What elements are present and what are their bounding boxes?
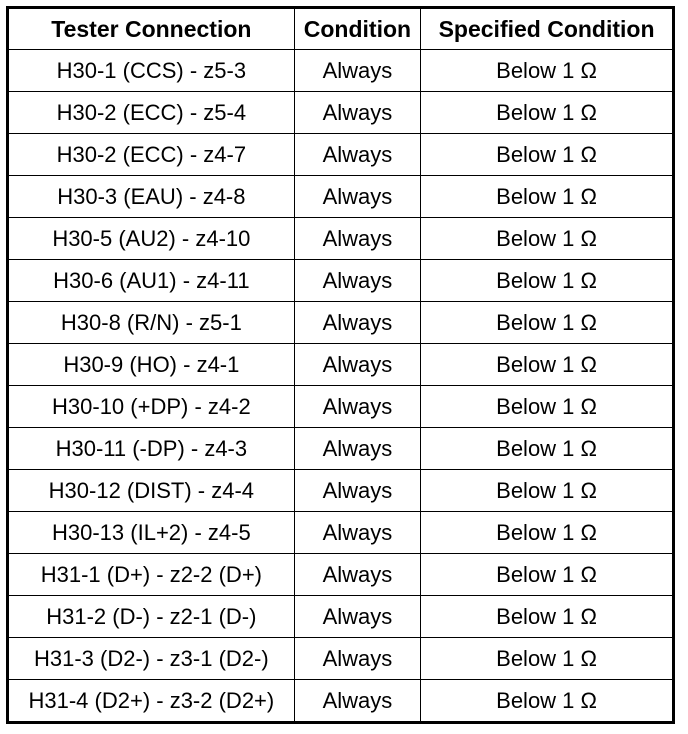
condition-cell: Always bbox=[294, 260, 420, 302]
condition-cell: Always bbox=[294, 302, 420, 344]
table-row bbox=[8, 218, 674, 260]
table-row bbox=[8, 680, 674, 723]
tester-connection-cell: H30-5 (AU2) - z4-10 bbox=[8, 218, 295, 260]
specified-condition-cell: Below 1 Ω bbox=[421, 596, 674, 638]
header-specified-condition: Specified Condition bbox=[421, 8, 674, 50]
condition-cell: Always bbox=[294, 680, 420, 723]
tester-connection-cell: H31-1 (D+) - z2-2 (D+) bbox=[8, 554, 295, 596]
specified-condition-cell: Below 1 Ω bbox=[421, 470, 674, 512]
specified-condition-cell: Below 1 Ω bbox=[421, 218, 674, 260]
specified-condition-cell: Below 1 Ω bbox=[421, 512, 674, 554]
condition-cell: Always bbox=[294, 344, 420, 386]
table-row bbox=[8, 470, 674, 512]
tester-connection-cell: H31-4 (D2+) - z3-2 (D2+) bbox=[8, 680, 295, 723]
tester-connection-cell: H30-2 (ECC) - z5-4 bbox=[8, 92, 295, 134]
condition-cell: Always bbox=[294, 92, 420, 134]
tester-connection-cell: H31-2 (D-) - z2-1 (D-) bbox=[8, 596, 295, 638]
tester-connection-cell: H31-3 (D2-) - z3-1 (D2-) bbox=[8, 638, 295, 680]
tester-connection-cell: H30-3 (EAU) - z4-8 bbox=[8, 176, 295, 218]
specified-condition-cell: Below 1 Ω bbox=[421, 638, 674, 680]
tester-connection-cell: H30-8 (R/N) - z5-1 bbox=[8, 302, 295, 344]
table-row bbox=[8, 596, 674, 638]
table-row bbox=[8, 638, 674, 680]
condition-cell: Always bbox=[294, 428, 420, 470]
condition-cell: Always bbox=[294, 470, 420, 512]
specified-condition-cell: Below 1 Ω bbox=[421, 428, 674, 470]
table-row bbox=[8, 260, 674, 302]
condition-cell: Always bbox=[294, 554, 420, 596]
table-row bbox=[8, 554, 674, 596]
condition-cell: Always bbox=[294, 50, 420, 92]
table-row bbox=[8, 428, 674, 470]
tester-connection-cell: H30-1 (CCS) - z5-3 bbox=[8, 50, 295, 92]
specification-table bbox=[6, 6, 675, 724]
condition-cell: Always bbox=[294, 134, 420, 176]
condition-cell: Always bbox=[294, 512, 420, 554]
condition-cell: Always bbox=[294, 386, 420, 428]
tester-connection-cell: H30-9 (HO) - z4-1 bbox=[8, 344, 295, 386]
condition-cell: Always bbox=[294, 638, 420, 680]
condition-cell: Always bbox=[294, 596, 420, 638]
specified-condition-cell: Below 1 Ω bbox=[421, 260, 674, 302]
specified-condition-cell: Below 1 Ω bbox=[421, 344, 674, 386]
tester-connection-cell: H30-13 (IL+2) - z4-5 bbox=[8, 512, 295, 554]
specified-condition-cell: Below 1 Ω bbox=[421, 302, 674, 344]
table-row bbox=[8, 344, 674, 386]
specified-condition-cell: Below 1 Ω bbox=[421, 680, 674, 723]
specified-condition-cell: Below 1 Ω bbox=[421, 386, 674, 428]
tester-connection-cell: H30-6 (AU1) - z4-11 bbox=[8, 260, 295, 302]
table-row bbox=[8, 92, 674, 134]
table-row bbox=[8, 302, 674, 344]
specified-condition-cell: Below 1 Ω bbox=[421, 134, 674, 176]
table-row bbox=[8, 176, 674, 218]
table-row bbox=[8, 386, 674, 428]
tester-connection-cell: H30-11 (-DP) - z4-3 bbox=[8, 428, 295, 470]
table-row bbox=[8, 50, 674, 92]
header-condition: Condition bbox=[294, 8, 420, 50]
table-row bbox=[8, 134, 674, 176]
specified-condition-cell: Below 1 Ω bbox=[421, 554, 674, 596]
tester-connection-cell: H30-10 (+DP) - z4-2 bbox=[8, 386, 295, 428]
header-tester-connection: Tester Connection bbox=[8, 8, 295, 50]
tester-connection-cell: H30-12 (DIST) - z4-4 bbox=[8, 470, 295, 512]
condition-cell: Always bbox=[294, 176, 420, 218]
specified-condition-cell: Below 1 Ω bbox=[421, 176, 674, 218]
specified-condition-cell: Below 1 Ω bbox=[421, 92, 674, 134]
table-row bbox=[8, 512, 674, 554]
table-header-row bbox=[8, 8, 674, 50]
tester-connection-cell: H30-2 (ECC) - z4-7 bbox=[8, 134, 295, 176]
condition-cell: Always bbox=[294, 218, 420, 260]
specified-condition-cell: Below 1 Ω bbox=[421, 50, 674, 92]
